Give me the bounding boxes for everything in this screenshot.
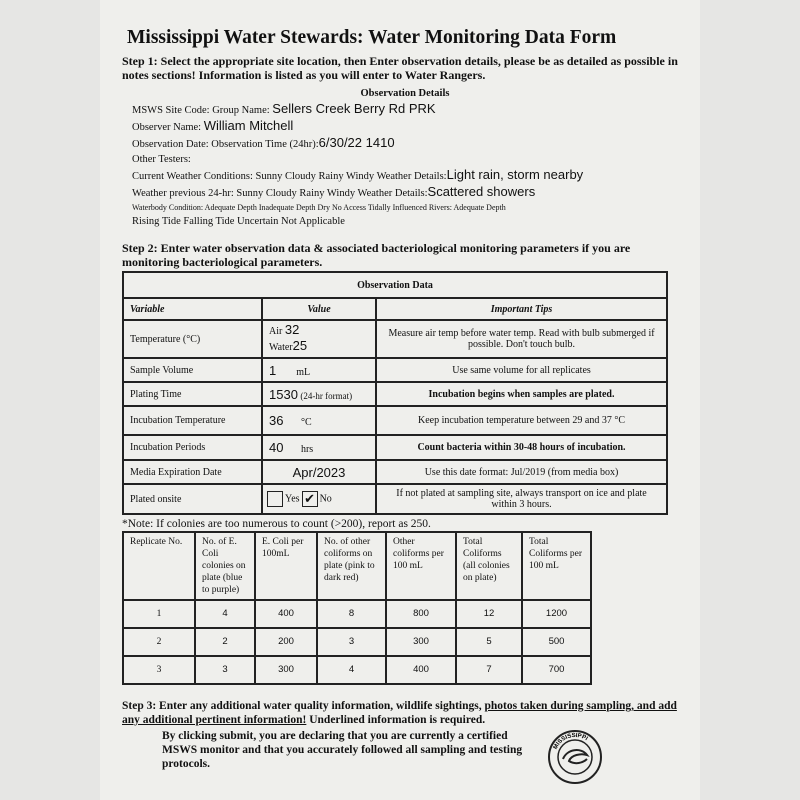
cell: 300 bbox=[386, 628, 456, 656]
water-temp-value: 25 bbox=[292, 338, 308, 353]
inc-period-tip: Count bacteria within 30-48 hours of incubation. bbox=[376, 435, 667, 460]
previous-weather-label: Weather previous 24-hr: Sunny Cloudy Rainy Windy Weather Details: bbox=[132, 188, 428, 199]
step1-instructions: Step 1: Select the appropriate site location, then Enter observation details, please be as detailed as possible in notes sections! Information is listed as you will enter to Water Rangers. bbox=[122, 54, 678, 82]
header-tips: Important Tips bbox=[376, 298, 667, 320]
site-row bbox=[132, 101, 678, 118]
observer-value: William Mitchell bbox=[203, 118, 294, 133]
header-total-per-100: Total Coliforms per 100 mL bbox=[522, 532, 591, 600]
header-replicate: Replicate No. bbox=[123, 532, 195, 600]
observer-row bbox=[132, 118, 678, 135]
table-row bbox=[123, 656, 591, 684]
colonies-note: *Note: If colonies are too numerous to count (>200), report as 250. bbox=[122, 518, 431, 530]
cell: 400 bbox=[386, 656, 456, 684]
yes-label: Yes bbox=[285, 493, 300, 505]
observation-data-table bbox=[122, 271, 668, 515]
cell: 300 bbox=[255, 656, 317, 684]
header-other-per-100: Other coliforms per 100 mL bbox=[386, 532, 456, 600]
no-checkbox-checked[interactable]: ✔ bbox=[302, 491, 318, 507]
date-row bbox=[132, 135, 678, 152]
onsite-label: Plated onsite bbox=[123, 484, 262, 514]
form-title: Mississippi Water Stewards: Water Monitoring Data Form bbox=[127, 27, 617, 48]
plating-unit: (24-hr format) bbox=[300, 390, 353, 401]
media-tip: Use this date format: Jul/2019 (from media box) bbox=[376, 460, 667, 484]
cell: 400 bbox=[255, 600, 317, 628]
cell: 200 bbox=[255, 628, 317, 656]
media-value: Apr/2023 bbox=[262, 460, 376, 484]
inc-temp-tip: Keep incubation temperature between 29 and 37 °C bbox=[376, 406, 667, 435]
tide-options: Rising Tide Falling Tide Uncertain Not Applicable bbox=[132, 216, 345, 227]
volume-unit: mL bbox=[296, 366, 311, 378]
cell: 800 bbox=[386, 600, 456, 628]
cell: 3 bbox=[317, 628, 386, 656]
table-row bbox=[123, 484, 667, 514]
yes-checkbox[interactable] bbox=[267, 491, 283, 507]
table-row bbox=[123, 600, 591, 628]
site-label: MSWS Site Code: Group Name: bbox=[132, 105, 270, 116]
inc-period-unit: hrs bbox=[300, 444, 314, 455]
air-temp-value: 32 bbox=[284, 322, 300, 337]
cell: 2 bbox=[123, 628, 195, 656]
paper-form bbox=[100, 0, 700, 800]
declaration-text: By clicking submit, you are declaring that you are currently a certified MSWS monitor and that you accurately followed all sampling and testing protocols. bbox=[162, 730, 523, 770]
date-value: 6/30/22 1410 bbox=[318, 135, 395, 150]
current-weather-value: Light rain, storm nearby bbox=[446, 167, 584, 182]
plating-tip: Incubation begins when samples are plated. bbox=[376, 382, 667, 406]
cell: 4 bbox=[195, 600, 255, 628]
volume-tip: Use same volume for all replicates bbox=[376, 358, 667, 382]
observer-label: Observer Name: bbox=[132, 122, 202, 133]
table-row bbox=[123, 320, 667, 358]
volume-value: 1 bbox=[269, 362, 277, 378]
step3-required-text: photos taken during sampling, and add any additional pertinent information! bbox=[122, 700, 677, 726]
svg-text:MISSISSIPPI: MISSISSIPPI bbox=[552, 732, 589, 751]
date-label: Observation Date: Observation Time (24hr): bbox=[132, 139, 319, 150]
inc-temp-label: Incubation Temperature bbox=[123, 406, 262, 435]
header-variable: Variable bbox=[123, 298, 262, 320]
onsite-tip: If not plated at sampling site, always transport on ice and plate within 3 hours. bbox=[376, 484, 667, 514]
cell: 5 bbox=[456, 628, 522, 656]
step3-text: Step 3: Enter any additional water quality information, wildlife sightings, bbox=[122, 700, 485, 712]
inc-temp-unit: °C bbox=[300, 417, 312, 428]
step3-note: Underlined information is required. bbox=[306, 714, 486, 726]
no-label: No bbox=[319, 493, 332, 505]
table-row bbox=[123, 382, 667, 406]
observation-details bbox=[132, 86, 678, 229]
cell: 4 bbox=[317, 656, 386, 684]
cell: 7 bbox=[456, 656, 522, 684]
previous-weather-value: Scattered showers bbox=[427, 184, 536, 199]
cell: 3 bbox=[195, 656, 255, 684]
waterbody-condition: Waterbody Condition: Adequate Depth Inadequate Depth Dry No Access Tidally Influenced Rivers: Adequate Depth bbox=[132, 203, 506, 212]
temp-tip: Measure air temp before water temp. Read with bulb submerged if possible. Don't touch bulb. bbox=[376, 320, 667, 358]
water-label: Water bbox=[269, 342, 293, 353]
cell: 500 bbox=[522, 628, 591, 656]
air-label: Air bbox=[269, 326, 283, 337]
site-value: Sellers Creek Berry Rd PRK bbox=[272, 101, 436, 116]
previous-weather-row bbox=[132, 184, 678, 201]
current-weather-row bbox=[132, 167, 678, 184]
header-ecoli-colonies: No. of E. Coli colonies on plate (blue to purple) bbox=[195, 532, 255, 600]
details-heading: Observation Details bbox=[360, 88, 450, 99]
plating-label: Plating Time bbox=[123, 382, 262, 406]
cell: 3 bbox=[123, 656, 195, 684]
header-value: Value bbox=[262, 298, 376, 320]
current-weather-label: Current Weather Conditions: Sunny Cloudy Rainy Windy Weather Details: bbox=[132, 171, 447, 182]
inc-period-value: 40 bbox=[269, 440, 284, 455]
volume-label: Sample Volume bbox=[123, 358, 262, 382]
temp-label: Temperature (°C) bbox=[123, 320, 262, 358]
declaration-row bbox=[122, 729, 678, 785]
cell: 1200 bbox=[522, 600, 591, 628]
header-other-colonies: No. of other coliforms on plate (pink to dark red) bbox=[317, 532, 386, 600]
table-row bbox=[123, 628, 591, 656]
inc-temp-value: 36 bbox=[269, 413, 284, 428]
table-title: Observation Data bbox=[123, 272, 667, 298]
cell: 700 bbox=[522, 656, 591, 684]
table-row bbox=[123, 358, 667, 382]
testers-label: Other Testers: bbox=[132, 154, 191, 165]
step3-instructions bbox=[122, 699, 678, 727]
table-row bbox=[123, 460, 667, 484]
mississippi-water-stewards-seal bbox=[547, 729, 603, 785]
step2-instructions: Step 2: Enter water observation data & associated bacteriological monitoring parameters if you are monitoring bacteriological parameters. bbox=[122, 241, 631, 269]
header-ecoli-per-100: E. Coli per 100mL bbox=[255, 532, 317, 600]
inc-period-label: Incubation Periods bbox=[123, 435, 262, 460]
table-row bbox=[123, 435, 667, 460]
table-row bbox=[123, 406, 667, 435]
header-total-colonies: Total Coliforms (all colonies on plate) bbox=[456, 532, 522, 600]
cell: 12 bbox=[456, 600, 522, 628]
cell: 1 bbox=[123, 600, 195, 628]
replicate-table bbox=[122, 531, 592, 685]
cell: 8 bbox=[317, 600, 386, 628]
media-label: Media Expiration Date bbox=[123, 460, 262, 484]
cell: 2 bbox=[195, 628, 255, 656]
plating-value: 1530 bbox=[269, 386, 298, 402]
